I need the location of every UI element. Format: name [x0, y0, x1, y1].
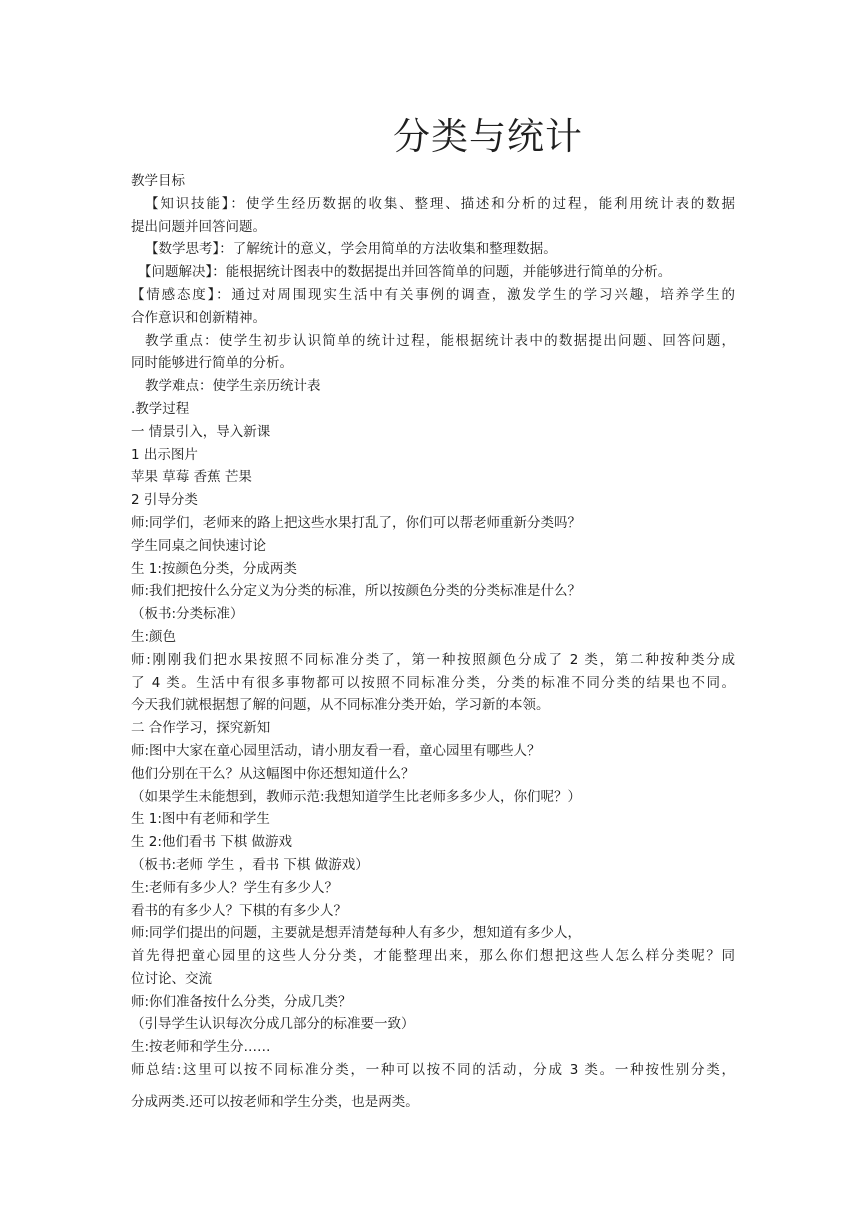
dialogue-line: 他们分别在干么？从这幅图中你还想知道什么？ — [131, 765, 415, 782]
guidance-note: （引导学生认识每次分成几部分的标准要一致） — [131, 1016, 415, 1033]
step-heading: 2 引导分类 — [131, 492, 198, 509]
section-heading-process: .教学过程 — [131, 400, 190, 417]
fruit-list: 苹果 草莓 香蕉 芒果 — [131, 469, 252, 486]
dialogue-line: 生:老师有多少人？学生有多少人？ — [131, 879, 339, 896]
objective-problem-solving: 【问题解决】：能根据统计图表中的数据提出并回答简单的问题，并能够进行简单的分析。 — [138, 264, 672, 281]
document-title: 分类与统计 — [393, 115, 583, 158]
teacher-demo-note: （如果学生未能想到，教师示范:我想知道学生比老师多多少人，你们呢？） — [131, 788, 582, 805]
dialogue-line: 看书的有多少人？下棋的有多少人？ — [131, 902, 347, 919]
dialogue-line: 首先得把童心园里的这些人分分类，才能整理出来，那么你们想把这些人怎么样分类呢？同 — [131, 948, 735, 965]
dialogue-line: 师:同学们，老师来的路上把这些水果打乱了，你们可以帮老师重新分类吗？ — [131, 514, 582, 531]
dialogue-line: 师:同学们提出的问题，主要就是想弄清楚每种人有多少，想知道有多少人， — [131, 925, 582, 942]
text-line: 同时能够进行简单的分析。 — [131, 355, 293, 372]
step-heading: 1 出示图片 — [131, 446, 198, 463]
text-line: 合作意识和创新精神。 — [131, 309, 266, 326]
dialogue-line: 师:你们准备按什么分类，分成几类？ — [131, 993, 352, 1010]
teacher-summary-continued: 分成两类.还可以按老师和学生分类，也是两类。 — [131, 1093, 419, 1110]
dialogue-line: 了 4 类。生活中有很多事物都可以按照不同标准分类，分类的标准不同分类的结果也不同。 — [131, 674, 735, 691]
section-heading-part-one: 一 情景引入，导入新课 — [131, 423, 271, 440]
board-note: （板书:分类标准） — [131, 606, 244, 623]
dialogue-line: 生:按老师和学生分…… — [131, 1039, 271, 1056]
dialogue-line: 生:颜色 — [131, 628, 177, 645]
dialogue-line: 生 2:他们看书 下棋 做游戏 — [131, 834, 293, 851]
board-note: （板书:老师 学生 ，看书 下棋 做游戏） — [131, 856, 369, 873]
dialogue-line: 今天我们就根据想了解的问题，从不同标准分类开始，学习新的本领。 — [131, 697, 550, 714]
text-line: 提出问题并回答问题。 — [131, 218, 266, 235]
dialogue-line: 生 1:图中有老师和学生 — [131, 811, 270, 828]
teaching-difficulty: 教学难点：使学生亲历统计表 — [145, 378, 321, 395]
teaching-focus: 教学重点：使学生初步认识简单的统计过程，能根据统计表中的数据提出问题、回答问题， — [145, 332, 735, 349]
objective-knowledge-skill: 【知识技能】：使学生经历数据的收集、整理、描述和分析的过程，能利用统计表的数据 — [145, 195, 735, 212]
teacher-summary: 师总结:这里可以按不同标准分类，一种可以按不同的活动，分成 3 类。一种按性别分类， — [131, 1062, 735, 1079]
objective-attitude: 【情感态度】：通过对周围现实生活中有关事例的调查，激发学生的学习兴趣，培养学生的 — [131, 286, 735, 303]
objective-math-thinking: 【数学思考】：了解统计的意义，学会用简单的方法收集和整理数据。 — [145, 241, 557, 258]
section-heading-part-two: 二 合作学习，探究新知 — [131, 720, 271, 737]
document-body — [131, 170, 735, 1114]
dialogue-line: 师:刚刚我们把水果按照不同标准分类了，第一种按照颜色分成了 2 类，第二种按种类分成 — [131, 651, 735, 668]
dialogue-line: 师:图中大家在童心园里活动，请小朋友看一看，童心园里有哪些人？ — [131, 742, 541, 759]
dialogue-line: 师:我们把按什么分定义为分类的标准，所以按颜色分类的分类标准是什么？ — [131, 583, 582, 600]
dialogue-line: 位讨论、交流 — [131, 970, 212, 987]
section-heading-objectives: 教学目标 — [131, 173, 185, 189]
dialogue-line: 学生同桌之间快速讨论 — [131, 537, 266, 554]
dialogue-line: 生 1:按颜色分类，分成两类 — [131, 560, 297, 577]
